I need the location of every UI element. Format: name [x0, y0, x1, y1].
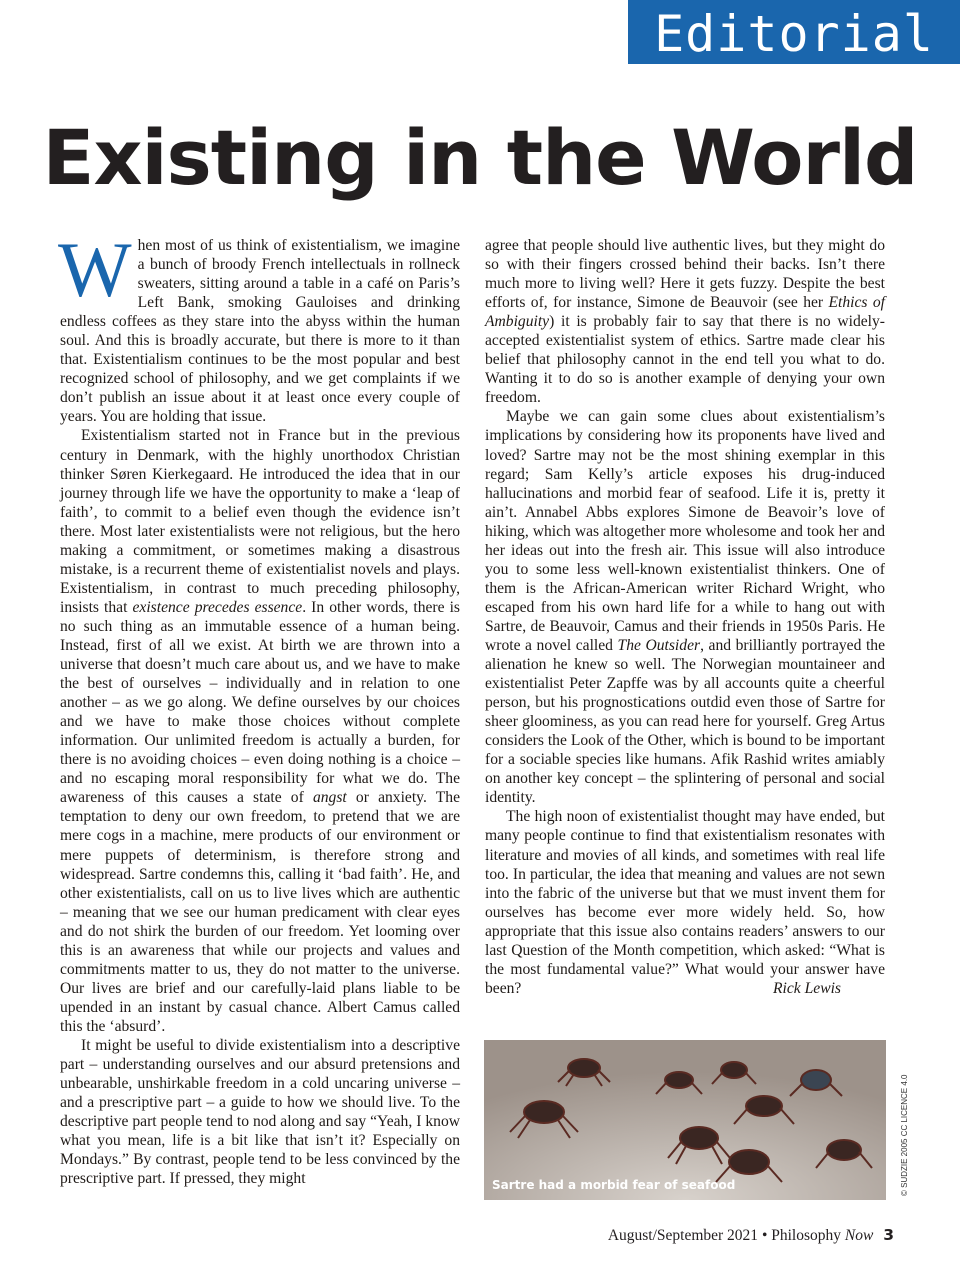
drop-cap: W: [58, 226, 132, 313]
bullet-separator: •: [761, 1227, 768, 1244]
article-column-right: [485, 236, 885, 998]
section-tab: Editorial: [628, 0, 960, 64]
article-column-left: [58, 226, 460, 1188]
crab-photo: [484, 1040, 886, 1200]
page-number: 3: [883, 1226, 894, 1244]
paragraph-3: It might be useful to divide existentialism into a descriptive part – understanding ourselves and our absurd pretensions and unbearable, unshirkable freedom in a cold uncaring universe – and a prescriptive part – a guide to how we should live. To the descriptive part people tend to nod along and say “Yeah, I know what you mean, life is a bit like that isn’t it? Especially on Mondays.” By contrast, people tend to be less convinced by the prescriptive part. If pressed, they might: [60, 1036, 460, 1188]
page-footer: [608, 1226, 894, 1245]
crab-illustration: [484, 1040, 886, 1200]
magazine-name-now: Now: [844, 1227, 874, 1244]
headline: Existing in the World: [42, 113, 918, 202]
photo-credit: © SUDZIE 2005 CC LICENCE 4.0: [900, 1074, 909, 1196]
paragraph-5: Maybe we can gain some clues about existentialism’s implications by considering how its proponents have lived and loved? Sartre may not be the most shining exemplar in this regard; Sam Kelly’s article exposes his drug-induced hallucinations and morbid fear of seafood. Life it is, pretty it ain’t. Annabel Abbs explores Simone de Beavoir’s love of hiking, which was altogether more wholesome and took her and her ideas out into the fresh air. This issue will also introduce you to some less well-known existentialist thinkers. One of them is the African-American writer Richard Wright, who escaped from his own hard life for a while to hang out with Sartre, de Beauvoir, Camus and their friends in 1950s Paris. He wrote a novel called The Outsider, and brilliantly portrayed the alienation he knew so well. The Norwegian mountaineer and existentialist Peter Zapffe was by all accounts quite a cheerful person, but his prognostications outdid even those of Sartre for sheer gloominess, as you can read here for yourself. Greg Artus considers the Look of the Other, which is bound to be important for a sociable species like humans. Afik Rashid writes amiably on another key concept – the splintering of personal and social identity.: [485, 408, 885, 807]
paragraph-1: When most of us think of existentialism, we imagine a bunch of broody French intellectuals in rollneck sweaters, sitting around a table in a café on Paris’s Left Bank, smoking Gauloises and drinking endless coffees as they stare into the abyss within the human soul. And this is broadly accurate, but there is more to it than that. Existentialism continues to be the most popular and best recognized school of philosophy, and we get complaints if we don’t publish an issue about it at least once every couple of years. You are holding that issue.: [58, 226, 460, 426]
issue-date: August/September 2021: [607, 1227, 759, 1244]
magazine-name: Philosophy: [771, 1227, 842, 1244]
paragraph-6: The high noon of existentialist thought may have ended, but many people continue to find that existentialism resonates with literature and movies of all kinds, and sometimes with real life too. In particular, the idea that meaning and values are not sewn into the fabric of the universe but that we must invent them for ourselves has become ever more widely held. So, how appropriate that this issue also contains readers’ answers to our last Question of the Month competition, which asked: “What is the most fundamental value?” What would your answer have been? Rick Lewis: [485, 808, 885, 997]
byline: Rick Lewis: [773, 979, 841, 997]
photo-caption: Sartre had a morbid fear of seafood: [492, 1178, 736, 1192]
paragraph-4: agree that people should live authentic lives, but they might do so with their fingers crossed behind their backs. Isn’t there much more to living well? Here it gets fuzzy. Despite the best efforts of, for instance, Simone de Beauvoir (see her Ethics of Ambiguity) it is probably fair to say that there is no widely-accepted existentialist system of ethics. Sartre made clear his belief that philosophy cannot in the end tell you what to do. Wanting it to do so is another example of denying your own freedom.: [485, 237, 885, 407]
paragraph-2: Existentialism started not in France but in the previous century in Denmark, with the highly unorthodox Christian thinker Søren Kierkegaard. He introduced the idea that in our journey through life we have the opportunity to make a ‘leap of faith’, to commit to a belief even though the evidence isn’t there. Most later existentialists were not religious, but the hero making a commitment, or sometimes making a disastrous mistake, is a recurrent theme of existentialist novels and plays. Existentialism, in contrast to much preceding philosophy, insists that existence precedes essence. In other words, there is no such thing as an immutable essence of a human being. Instead, first of all we exist. At birth we are thrown into a universe that doesn’t much care about us, and we have to make the best of ourselves – individually and in relation to one another – as we go along. We define ourselves by our choices and we have to make those choices without complete information. Our unlimited freedom is actually a burden, for there is no avoiding choices – even doing nothing is a choice – and no escaping moral responsibility for what we do. The awareness of this causes a state of angst or anxiety. The temptation to deny our own freedom, to pretend that we are mere cogs in a machine, mere products of our environment or mere puppets of determinism, is therefore strong and widespread. Sartre condemns this, calling it ‘bad faith’. He, and other existentialists, call on us to live lives which are authentic – meaning that we see our human predicament with clear eyes and do not shirk the burden of our freedom. Yet looming over this is an awareness that while our projects and values and commitments matter to us, they do not matter to the universe. Our lives are brief and our carefully-laid plans liable to be upended in an instant by casual chance. Albert Camus called this the ‘absurd’.: [60, 427, 460, 1035]
